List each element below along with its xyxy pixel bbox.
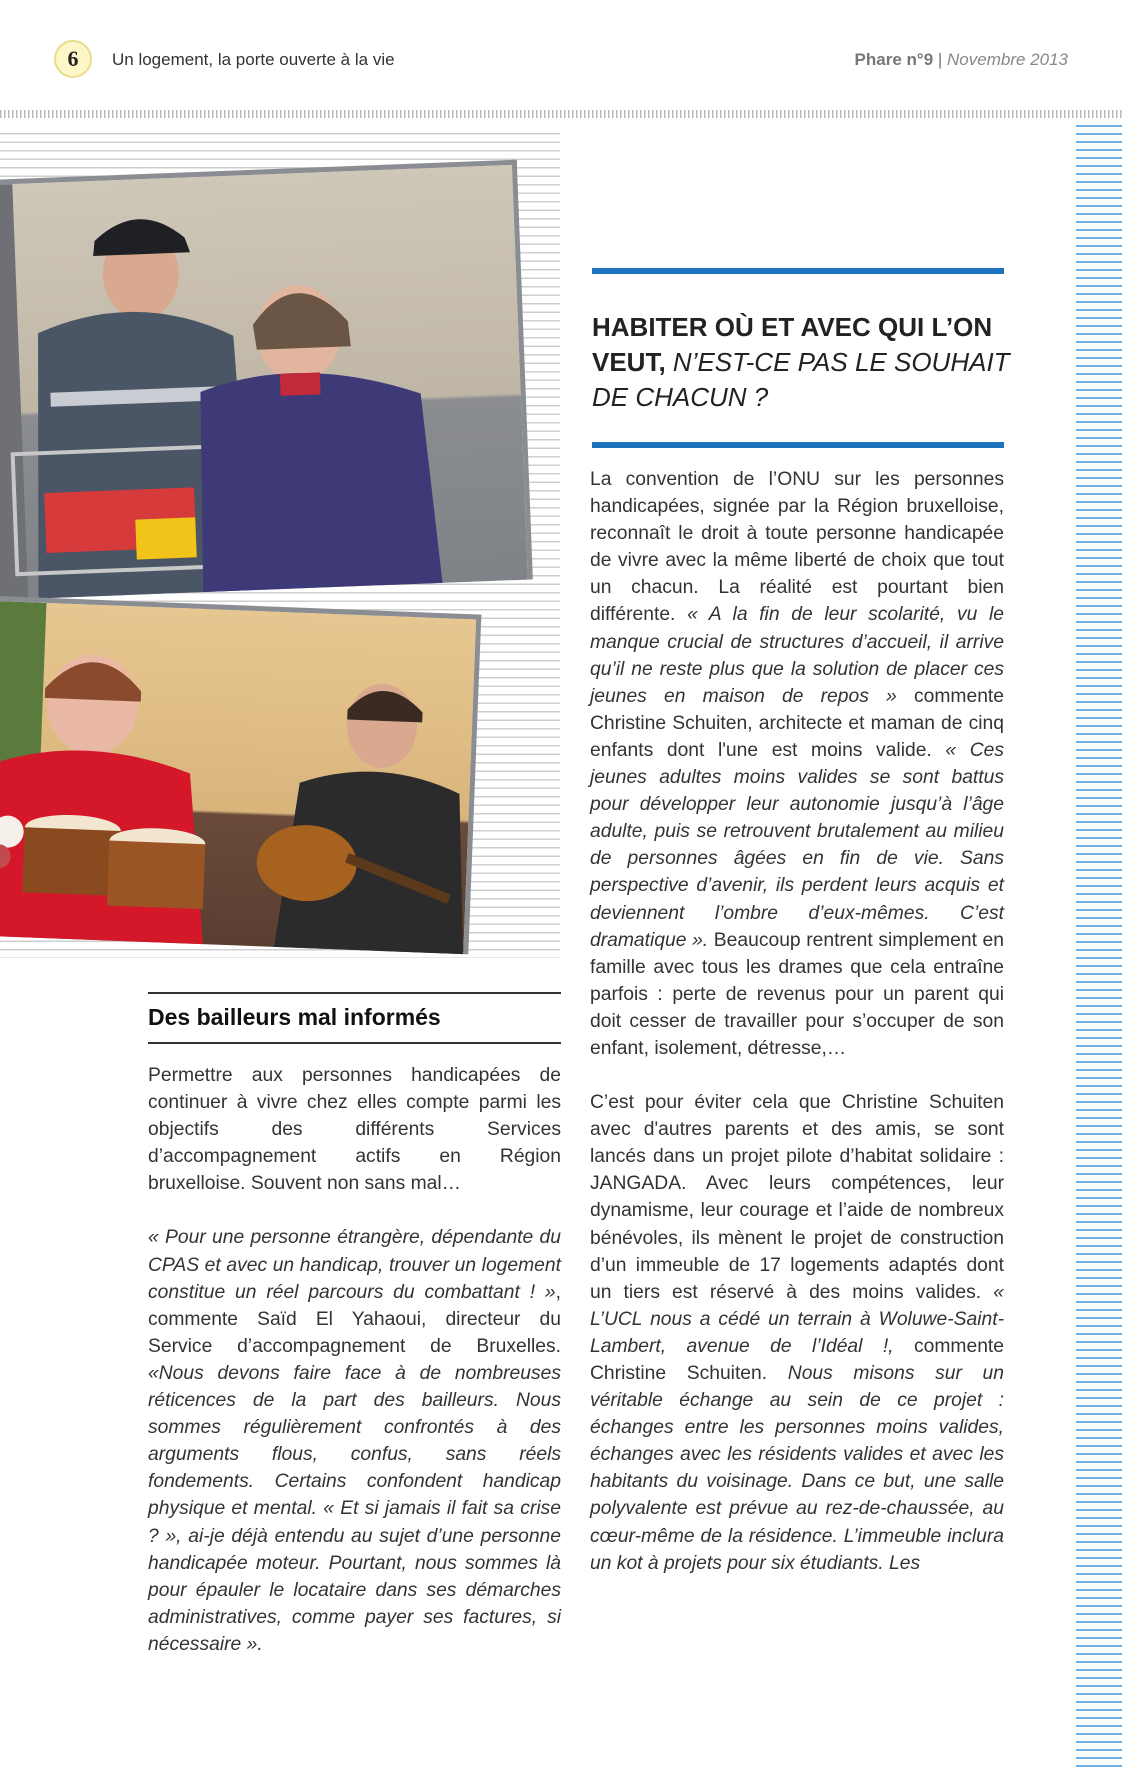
headline-rule-top xyxy=(592,268,1004,274)
running-title: Un logement, la porte ouverte à la vie xyxy=(112,50,395,69)
right-column-text xyxy=(590,466,1004,1577)
headline-rule-bottom xyxy=(592,442,1004,448)
photo-music-session xyxy=(0,596,481,955)
header-dotted-rule xyxy=(0,110,1122,118)
photo-shopping-cart-illustration xyxy=(0,165,533,601)
right-paragraph-2 xyxy=(590,1089,1004,1577)
issue-info xyxy=(855,50,1068,70)
blue-stripe-border xyxy=(1076,125,1122,1772)
quote-run: « A la fin de leur scolarité, vu le manque crucial de structures d’accueil, il arrive qu’il ne reste plus que la solution de placer ces jeunes en maison de repos » xyxy=(590,604,1004,707)
headline-italic: N’EST-CE PAS LE SOUHAIT DE CHACUN ? xyxy=(592,347,1010,412)
quote-run: « Ces jeunes adultes moins valides se sont battus pour développer leur autonomie jusqu’à l’âge adulte, puis se retrouvent brutalement au milieu de personnes âgées en fin de vie. Sans perspective d’avenir, ils perdent leurs acquis et deviennent l’ombre d’eux-mêmes. C’est dramatique ». xyxy=(590,739,1004,951)
page-number: 6 xyxy=(54,40,92,78)
text-run: C’est pour éviter cela que Christine Schuiten avec d'autres parents et des amis, se sont lancés dans un projet pilote d’habitat solidaire : JANGADA. Avec leurs compétences, leur dynamisme, leur courage et l’aide de nombreux bénévoles, ils mènent le projet de construction d’un immeuble de 17 logements adaptés dont un tiers est réservé à des moins valides. xyxy=(590,1092,1004,1303)
subheading-rule-bottom xyxy=(148,1042,561,1044)
quote-run: « Pour une personne étrangère, dépendante du CPAS et avec un handicap, trouver un logement constitue un réel parcours du combattant ! » xyxy=(148,1227,561,1303)
issue-name: Phare n°9 xyxy=(854,50,934,69)
photo-music-session-illustration xyxy=(0,601,481,955)
right-paragraph-1 xyxy=(590,466,1004,1062)
text-run: commente Christine Schuiten. xyxy=(590,1335,1004,1384)
left-column-text xyxy=(148,1062,561,1658)
quote-run: « L’UCL nous a cédé un terrain à Woluwe-Saint-Lambert, avenue de l’Idéal !, xyxy=(590,1281,1004,1357)
issue-separator: | xyxy=(933,50,948,69)
text-run: Beaucoup rentrent simplement en famille avec tous les drames que cela entraîne parfois : perte de revenus pour un parent qui doit cesser de travailler pour s’occuper de son enfant, isolement, détresse,… xyxy=(590,929,1004,1059)
issue-date: Novembre 2013 xyxy=(947,50,1068,69)
headline-bold: HABITER OÙ ET AVEC QUI L’ON VEUT, xyxy=(592,312,993,377)
subheading-rule-top xyxy=(148,992,561,994)
subheading: Des bailleurs mal informés xyxy=(148,1004,441,1030)
quote-run: Nous misons sur un véritable échange au sein de ce projet : échanges entre les personnes moins valides, échanges avec les résidents valides et avec les habitants du voisinage. Dans ce but, une salle polyvalente est prévue au rez-de-chaussée, au cœur-même de la résidence. L’immeuble inclura un kot à projets pour six étudiants. Les xyxy=(590,1363,1005,1574)
text-run: La convention de l’ONU sur les personnes handicapées, signée par la Région bruxelloise, reconnaît le droit à toute personne handicapée de vivre avec la même liberté de choix que tout un chacun. La réalité est pourtant bien différente. xyxy=(590,469,1004,626)
left-paragraph-2 xyxy=(148,1224,561,1658)
headline xyxy=(592,310,1012,415)
text-run: , commente Saïd El Yahaoui, directeur du Service d’accompagnement de Bruxelles. xyxy=(148,1281,561,1357)
left-paragraph-1: Permettre aux personnes handicapées de continuer à vivre chez elles compte parmi les objectifs des différents Services d’accompagnement actifs en Région bruxelloise. Souvent non sans mal… xyxy=(148,1065,561,1195)
text-run: commente Christine Schuiten, architecte et maman de cinq enfants dont l'une est moins valide. xyxy=(590,685,1005,761)
quote-run: «Nous devons faire face à de nombreuses réticences de la part des bailleurs. Nous sommes régulièrement confrontés à des arguments flous, confus, sans réels fondements. Certains confondent handicap physique et mental. « Et si jamais il fait sa crise ? », ai-je déjà entendu au sujet d’une personne handicapée moteur. Pourtant, nous sommes là pour épauler le locataire dans ses démarches administratives, comme payer ses factures, si nécessaire ». xyxy=(148,1362,561,1655)
photo-shopping-cart xyxy=(0,160,533,601)
